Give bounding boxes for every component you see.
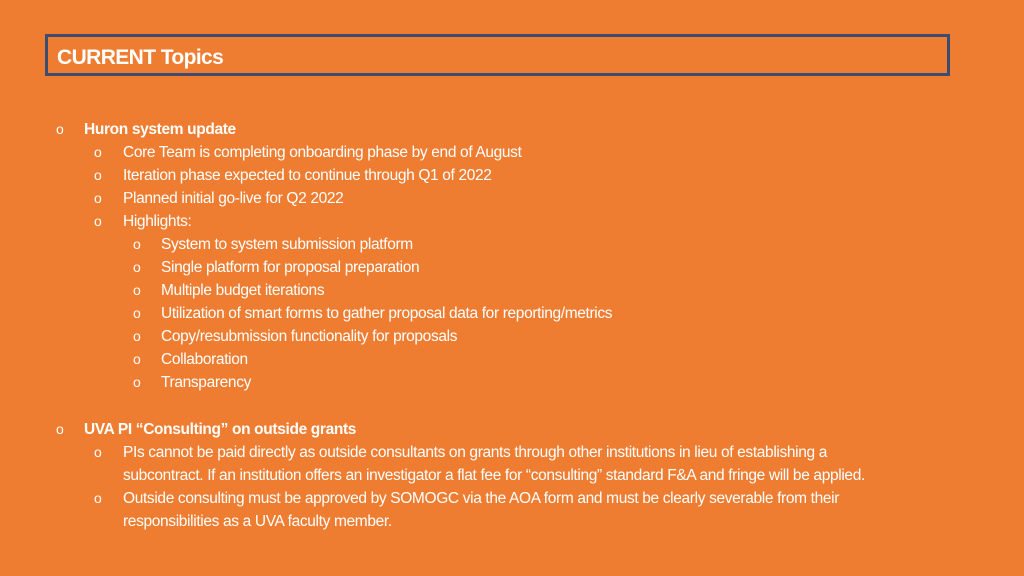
bullet-highlight-2: o (133, 259, 141, 275)
section-1-item-1: Core Team is completing onboarding phase by end of August (123, 144, 522, 161)
bullet-highlight-6: o (133, 351, 141, 367)
highlight-item-2: Single platform for proposal preparation (161, 259, 420, 276)
bullet-highlight-7: o (133, 374, 141, 390)
bullet-s2-item-1: o (94, 444, 102, 460)
bullet-s1-item-4: o (94, 213, 102, 229)
bullet-highlight-5: o (133, 328, 141, 344)
bullet-highlight-3: o (133, 282, 141, 298)
section-2-item-2-line-2: responsibilities as a UVA faculty member. (123, 513, 392, 530)
section-2-item-2-line-1: Outside consulting must be approved by SOMOGC via the AOA form and must be clearly severable from their (123, 490, 840, 507)
section-1-item-2: Iteration phase expected to continue through Q1 of 2022 (123, 167, 492, 184)
slide-title: CURRENT Topics (57, 46, 224, 69)
bullet-s2-item-2: o (94, 490, 102, 506)
highlight-item-4: Utilization of smart forms to gather proposal data for reporting/metrics (161, 305, 613, 322)
highlight-item-6: Collaboration (161, 351, 248, 368)
section-2-item-1-line-2: subcontract. If an institution offers an investigator a flat fee for “consulting” standard F&A and fringe will be applied. (123, 467, 865, 484)
section-1-heading: Huron system update (84, 121, 236, 138)
section-2-heading: UVA PI “Consulting” on outside grants (84, 421, 357, 438)
bullet-s1-item-3: o (94, 190, 102, 206)
bullet-highlight-1: o (133, 236, 141, 252)
bullet-s1-item-1: o (94, 144, 102, 160)
highlight-item-7: Transparency (161, 374, 251, 391)
title-box (45, 34, 950, 76)
bullet-section-2: o (56, 421, 64, 437)
section-1-item-3: Planned initial go-live for Q2 2022 (123, 190, 344, 207)
highlight-item-5: Copy/resubmission functionality for proposals (161, 328, 458, 345)
highlight-item-1: System to system submission platform (161, 236, 413, 253)
bullet-highlight-4: o (133, 305, 141, 321)
section-1-item-4: Highlights: (123, 213, 192, 230)
bullet-section-1: o (56, 121, 64, 137)
section-2-item-1-line-1: PIs cannot be paid directly as outside consultants on grants through other institutions in lieu of establishing a (123, 444, 828, 461)
bullet-s1-item-2: o (94, 167, 102, 183)
highlight-item-3: Multiple budget iterations (161, 282, 325, 299)
